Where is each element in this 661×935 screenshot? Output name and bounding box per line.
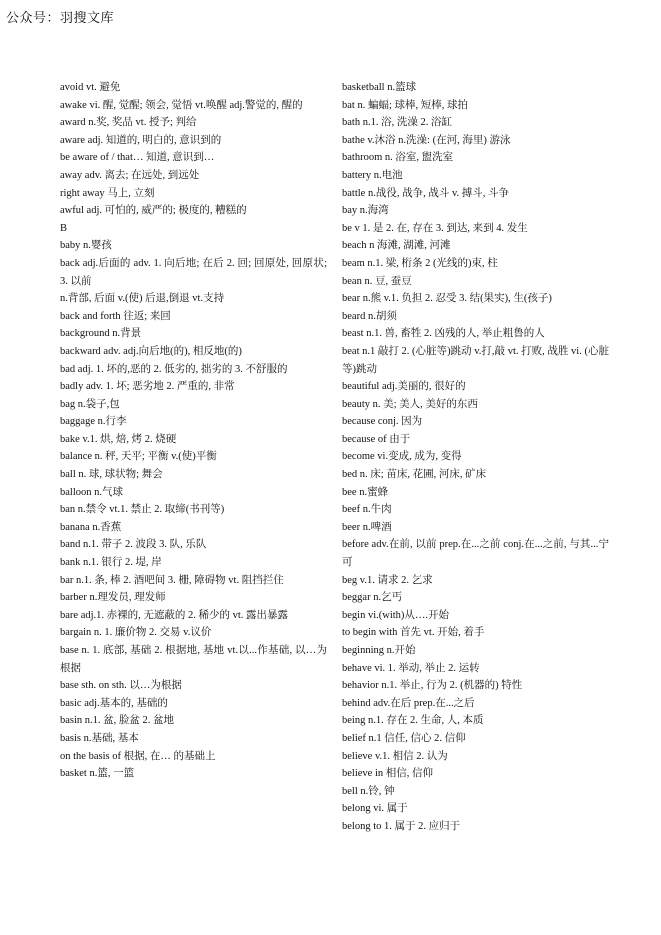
vocab-entry: band n.1. 带子 2. 波段 3. 队, 乐队 (60, 539, 207, 551)
vocab-entry: on the basis of 根据, 在… 的基础上 (60, 750, 216, 762)
vocab-entry: balance n. 秤, 天平; 平衡 v.(使)平衡 (60, 451, 217, 463)
vocab-entry: bathe v.沐浴 n.洗澡: (在河, 海里) 游泳 (342, 134, 511, 146)
vocab-entry: bad adj. 1. 坏的,恶的 2. 低劣的, 拙劣的 3. 不舒服的 (60, 363, 288, 375)
vocab-entry: ball n. 球, 球状物; 舞会 (60, 469, 163, 481)
vocab-entry: bathroom n. 浴室, 盥洗室 (342, 152, 454, 164)
vocab-entry: beach n 海滩, 湖滩, 河滩 (342, 240, 451, 252)
vocab-entry: award n.奖, 奖品 vt. 授予; 判给 (60, 117, 197, 129)
vocab-entry: base n. 1. 底部, 基础 2. 根据地, 基地 vt.以...作基础, 以…为根据 (60, 645, 327, 674)
vocab-entry: be v 1. 是 2. 在, 存在 3. 到达, 来到 4. 发生 (342, 222, 528, 234)
vocab-entry: aware adj. 知道的, 明白的, 意识到的 (60, 134, 222, 146)
vocab-entry: bank n.1. 银行 2. 堤, 岸 (60, 557, 162, 569)
vocab-entry: awake vi. 醒, 觉醒; 领会, 觉悟 vt.唤醒 adj.警觉的, 醒的 (60, 99, 303, 111)
vocab-entry: right away 马上, 立刻 (60, 187, 155, 199)
vocab-entry: basis n.基础, 基本 (60, 732, 139, 744)
vocab-entry: to begin with 首先 vt. 开始, 着手 (342, 627, 485, 639)
vocab-entry: belong to 1. 属于 2. 应归于 (342, 820, 461, 832)
vocab-entry: bean n. 豆, 蚕豆 (342, 275, 412, 287)
vocab-entry: belong vi. 属于 (342, 803, 408, 815)
vocab-entry: basket n.篮, 一篮 (60, 768, 135, 780)
vocab-entry: bed n. 床; 苗床, 花圃, 河床, 矿床 (342, 469, 487, 481)
vocab-entry: bare adj.1. 赤裸的, 无遮蔽的 2. 稀少的 vt. 露出暴露 (60, 609, 289, 621)
vocab-entry: basketball n.篮球 (342, 82, 417, 93)
vocab-entry: bath n.1. 浴, 洗澡 2. 浴缸 (342, 117, 452, 129)
vocab-entry: being n.1. 存在 2. 生命, 人, 本质 (342, 715, 484, 727)
right-column (342, 79, 609, 836)
vocab-entry: beginning n.开始 (342, 645, 416, 656)
left-column (60, 79, 327, 783)
vocab-entry: believe in 相信, 信仰 (342, 768, 433, 780)
vocab-entry: beggar n.乞丐 (342, 592, 403, 604)
vocab-entry: bar n.1. 条, 棒 2. 酒吧间 3. 栅, 障碍物 vt. 阻挡拦住 (60, 574, 284, 586)
vocab-entry: behave vi. 1. 举动, 举止 2. 运转 (342, 662, 480, 674)
vocab-entry: back adj.后面的 adv. 1. 向后地; 在后 2. 回; 回原处, 回原状; 3. 以前 (60, 257, 327, 287)
vocab-entry: balloon n.气球 (60, 486, 123, 498)
vocab-entry: baby n.婴孩 (60, 240, 112, 252)
vocab-entry: begin vi.(with)从….开始 (342, 609, 450, 621)
vocab-entry: avoid vt. 避免 (60, 82, 121, 93)
vocab-entry: background n.背景 (60, 328, 142, 340)
vocab-entry: back and forth 往返; 来回 (60, 310, 171, 322)
vocab-entry: backward adv. adj.向后地(的), 相反地(的) (60, 345, 242, 357)
vocab-entry: badly adv. 1. 坏; 恶劣地 2. 严重的, 非常 (60, 381, 235, 393)
vocab-entry: behind adv.在后 prep.在...之后 (342, 697, 475, 709)
vocab-entry: bear n.熊 v.1. 负担 2. 忍受 3. 结(果实), 生(孩子) (342, 293, 552, 305)
vocab-entry: bag n.袋子,包 (60, 398, 120, 410)
vocab-entry: be aware of / that… 知道, 意识到… (60, 152, 215, 164)
vocab-entry: base sth. on sth. 以…为根据 (60, 680, 182, 692)
vocab-entry: believe v.1. 相信 2. 认为 (342, 750, 448, 762)
vocab-entry: B (60, 222, 68, 234)
vocab-entry: beautiful adj.美丽的, 很好的 (342, 381, 466, 393)
vocab-entry: barber n.理发员, 理发师 (60, 592, 166, 604)
vocab-entry: away adv. 离去; 在远处, 到远处 (60, 169, 200, 181)
vocab-entry: beard n.胡须 (342, 310, 397, 322)
vocab-entry: before adv.在前, 以前 prep.在...之前 conj.在...之前, 与其...宁可 (342, 539, 609, 569)
vocab-entry: bat n. 蝙蝠; 球棒, 短棒, 球拍 (342, 99, 468, 111)
vocab-entry: battle n.战役, 战争, 战斗 v. 搏斗, 斗争 (342, 187, 510, 199)
vocab-entry: bell n.铃, 钟 (342, 785, 395, 797)
vocab-entry: bargain n. 1. 廉价物 2. 交易 v.议价 (60, 627, 212, 639)
vocab-entry: bay n.海湾 (342, 205, 389, 217)
vocab-entry: bake v.1. 烘, 焙, 烤 2. 烧硬 (60, 433, 177, 445)
page-header: 公众号：羽搜文库 (6, 10, 115, 25)
vocab-entry: banana n.香蕉 (60, 521, 122, 533)
vocab-entry: basic adj.基本的, 基础的 (60, 697, 168, 709)
vocab-entry: because conj. 因为 (342, 416, 423, 428)
vocab-entry: battery n.电池 (342, 169, 403, 181)
vocab-entry: basin n.1. 盆, 脸盆 2. 盆地 (60, 715, 175, 727)
vocab-entry: belief n.1 信任, 信心 2. 信仰 (342, 732, 466, 744)
vocab-entry: beer n.啤酒 (342, 521, 392, 533)
vocab-entry: ban n.禁令 vt.1. 禁止 2. 取缔(书刊等) (60, 504, 225, 516)
vocab-entry: awful adj. 可怕的, 威严的; 极度的, 糟糕的 (60, 205, 247, 217)
vocab-entry: bee n.蜜蜂 (342, 486, 389, 498)
vocab-entry: beam n.1. 梁, 桁条 2 (光线的)束, 柱 (342, 257, 498, 269)
vocab-entry: beast n.1. 兽, 畜牲 2. 凶残的人, 举止粗鲁的人 (342, 328, 545, 340)
vocab-entry: because of 由于 (342, 433, 411, 445)
vocab-entry: beg v.1. 请求 2. 乞求 (342, 574, 433, 586)
vocab-entry: beauty n. 美; 美人, 美好的东西 (342, 398, 478, 410)
vocab-entry: beat n.1 敲打 2. (心脏等)跳动 v.打,敲 vt. 打败, 战胜 vi. (心脏等)跳动 (342, 345, 609, 375)
vocab-entry: n.背部, 后面 v.(使) 后退,倒退 vt.支持 (60, 293, 225, 305)
vocab-entry: baggage n.行李 (60, 416, 127, 428)
vocab-entry: behavior n.1. 举止, 行为 2. (机器的) 特性 (342, 680, 523, 692)
vocab-entry: become vi.变成, 成为, 变得 (342, 451, 462, 463)
vocab-entry: beef n.牛肉 (342, 504, 392, 516)
